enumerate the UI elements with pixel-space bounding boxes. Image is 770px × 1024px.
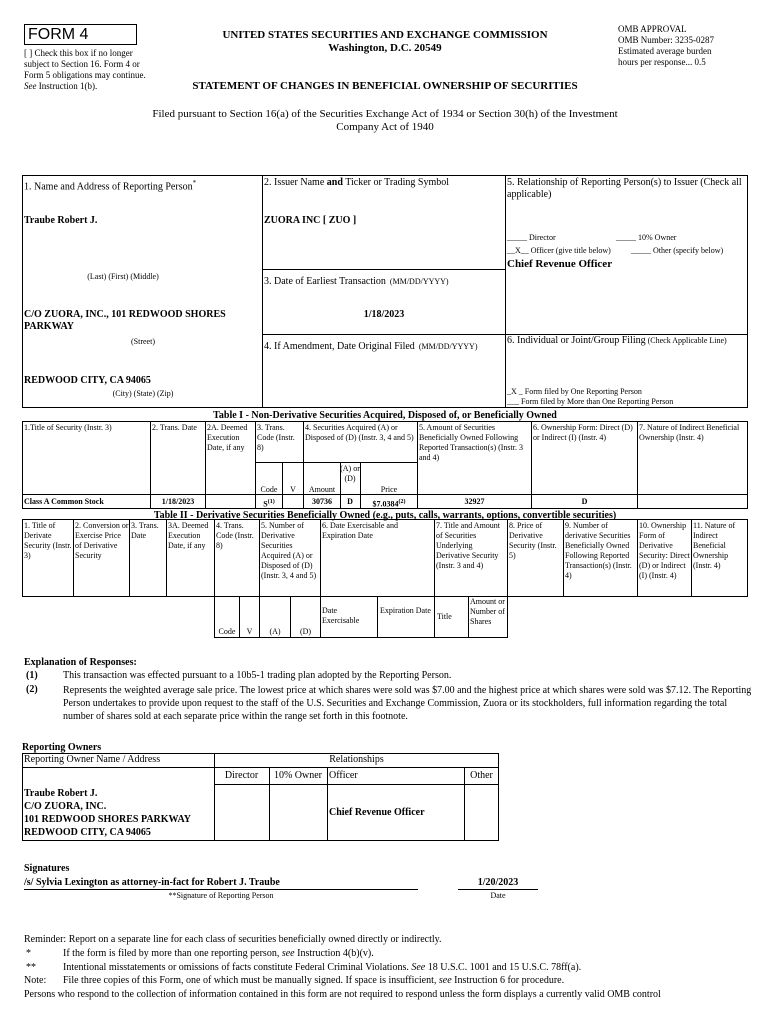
t1-row-date: 1/18/2023 — [161, 497, 195, 506]
owners-col-officer: Officer — [329, 770, 358, 781]
agency-location: Washington, D.C. 20549 — [328, 42, 442, 54]
t2-h3a: 3A. Deemed Execution Date, if any — [168, 521, 209, 550]
box3-earliest-date: 3. Date of Earliest Transaction (MM/DD/YYYY) 1/18/2023 — [262, 269, 506, 335]
footer-star1: If the form is filed by more than one reporting person, see Instruction 4(b)(v). — [63, 948, 374, 959]
box2-label: 2. Issuer Name — [264, 177, 325, 188]
reporting-person-name: Traube Robert J. — [24, 215, 98, 226]
t2-h9: 9. Number of derivative Securities Beneficially Owned Following Reported Transaction(s) (Instr. 4) — [565, 521, 632, 580]
footer-star1-mark: * — [26, 948, 31, 959]
owners-col-10pct: 10% Owner — [273, 770, 323, 781]
t1-row-amount: 30736 — [312, 497, 332, 506]
owner-officer-title: Chief Revenue Officer — [329, 807, 425, 818]
filing-more-persons: ___ Form filed by More than One Reporting Person — [507, 397, 674, 406]
t1-h4: 4. Securities Acquired (A) or Disposed of (D) (Instr. 3, 4 and 5) — [305, 423, 414, 442]
city-state-zip: REDWOOD CITY, CA 94065 — [24, 375, 151, 386]
form-title: FORM 4 — [28, 26, 89, 43]
t2-sub-a: (A) — [269, 627, 281, 636]
box4-amendment-date: 4. If Amendment, Date Original Filed (MM/DD/YYYY) — [262, 334, 506, 408]
t2-sub-amount: Amount or Number of Shares — [470, 597, 505, 626]
earliest-transaction-date: 1/18/2023 — [363, 309, 405, 320]
owners-heading: Reporting Owners — [22, 742, 102, 753]
t1-row-form: D — [581, 497, 588, 506]
t1-sub-amount: Amount — [308, 485, 336, 494]
rel-director: _____ Director — [507, 233, 556, 242]
t1-h2a: 2A. Deemed Execution Date, if any — [207, 423, 248, 452]
box5-relationship — [505, 175, 748, 335]
city-caption: (City) (State) (Zip) — [112, 389, 174, 398]
t1-h2: 2. Trans. Date — [152, 423, 197, 432]
t2-sub-date-exercisable: Date Exercisable — [322, 606, 360, 625]
t1-row-title: Class A Common Stock — [24, 497, 104, 506]
t1-row-code: $S^{(1)}$ — [263, 499, 275, 509]
explanation-heading: Explanation of Responses: — [24, 657, 137, 668]
t1-row-owned: 32927 — [464, 497, 485, 506]
footer-star2: Intentional misstatements or omissions of facts constitute Federal Criminal Violations. See 18 U.S.C. 1001 and 15 U.S.C. 78ff(a). — [63, 962, 582, 973]
signature-date: 1/20/2023 — [477, 877, 519, 888]
t2-sub-d: (D) — [299, 627, 312, 636]
t2-sub-code: Code — [218, 627, 236, 636]
t2-h10: 10. Ownership Form of Derivative Security: Direct (D) or Indirect (I) (Instr. 4) — [639, 521, 690, 580]
footer-reminder: Reminder: Report on a separate line for each class of securities beneficially owned directly or indirectly. — [24, 934, 442, 945]
t1-row-ad: D — [347, 497, 353, 506]
owner-name-address: Traube Robert J. C/O ZUORA, INC. 101 REDWOOD SHORES PARKWAY REDWOOD CITY, CA 94065 — [24, 788, 191, 838]
t1-sub-price: Price — [380, 485, 398, 494]
t1-sub-ad: (A) or (D) — [340, 464, 360, 483]
statement-title: STATEMENT OF CHANGES IN BENEFICIAL OWNERSHIP OF SECURITIES — [192, 80, 578, 92]
agency-name: UNITED STATES SECURITIES AND EXCHANGE COMMISSION — [222, 29, 548, 41]
omb-approval: OMB APPROVAL OMB Number: 3235-0287 Estimated average burden hours per response... 0.5 — [618, 24, 714, 67]
officer-title: Chief Revenue Officer — [507, 258, 613, 270]
signer: /s/ Sylvia Lexington as attorney-in-fact for Robert J. Traube — [24, 877, 280, 888]
footer-persons: Persons who respond to the collection of information contained in this form are not required to respond unless the form displays a currently valid OMB control — [24, 989, 661, 1000]
filed-pursuant: Filed pursuant to Section 16(a) of the Securities Exchange Act of 1934 or Section 30(h) of the Investment Company Act of 1940 — [152, 108, 618, 133]
t1-sub-v: V — [290, 485, 296, 494]
t1-sub-code: Code — [260, 485, 278, 494]
t2-h6: 6. Date Exercisable and Expiration Date — [322, 521, 398, 540]
signatures-heading: Signatures — [24, 863, 70, 874]
t1-row-price: $7.0384$^{(2)}$ — [372, 499, 406, 509]
box4-label: 4. If Amendment, Date Original Filed — [264, 341, 415, 352]
t2-sub-expiration: Expiration Date — [380, 606, 431, 615]
box5-label: 5. Relationship of Reporting Person(s) to Issuer (Check all applicable) — [507, 177, 742, 200]
box3-label: 3. Date of Earliest Transaction — [264, 276, 386, 287]
signer-caption: **Signature of Reporting Person — [168, 891, 274, 900]
table1-title: Table I - Non-Derivative Securities Acquired, Disposed of, or Beneficially Owned — [213, 410, 557, 421]
rel-10pct-owner: _____ 10% Owner — [616, 233, 677, 242]
table2-title: Table II - Derivative Securities Beneficially Owned (e.g., puts, calls, warrants, options, convertible securities) — [153, 510, 617, 521]
footnote-2-text: Represents the weighted average sale price. The lowest price at which shares were sold was $7.00 and the highest price at which shares were sold was $7.12. The Reporting Person undertakes to provide upon request to the staff of the U.S. Securities and Exchange Commission, Zuora or its stockholders, full information regarding the total number of shares sold at each separate price within the range set forth in this footnote. — [63, 685, 752, 722]
t2-h2: 2. Conversion or Exercise Price of Derivative Security — [75, 521, 129, 560]
t2-sub-v: V — [246, 627, 253, 636]
owners-col-other: Other — [470, 770, 493, 781]
t1-h6: 6. Ownership Form: Direct (D) or Indirect (I) (Instr. 4) — [533, 423, 633, 442]
box1-label: 1. Name and Address of Reporting Person — [24, 181, 193, 193]
t1-h1: 1.Title of Security (Instr. 3) — [24, 423, 112, 432]
box1-name-address: 1. Name and Address of Reporting Person* Traube Robert J. (Last) (First) (Middle) C/O ZUORA, INC., 101 REDWOOD SHORES PARKWAY (Street) REDWOOD CITY, CA 94065 (City) (State) (Zip) — [22, 175, 263, 408]
owners-col-director: Director — [224, 770, 259, 781]
t2-h5: 5. Number of Derivative Securities Acquired (A) or Disposed of (D) (Instr. 3, 4 and 5) — [261, 521, 317, 580]
box6-label: 6. Individual or Joint/Group Filing — [507, 335, 646, 346]
rel-other: _____ Other (specify below) — [631, 246, 724, 255]
rel-officer: __X__ Officer (give title below) — [507, 246, 611, 255]
t2-h3: 3. Trans. Date — [131, 521, 159, 540]
box6-filing: 6. Individual or Joint/Group Filing (Check Applicable Line) _X _ Form filed by One Reporting Person ___ Form filed by More than One Reporting Person — [505, 334, 748, 408]
t2-h1: 1. Title of Derivate Security (Instr. 3) — [24, 521, 72, 560]
footnote-2-num: (2) — [26, 684, 38, 695]
form-title-box — [24, 24, 137, 45]
footer-star2-mark: ** — [26, 962, 36, 973]
street-caption: (Street) — [131, 337, 155, 346]
t2-h8: 8. Price of Derivative Security (Instr. 5) — [509, 521, 557, 560]
t2-h11: 11. Nature of Indirect Beneficial Ownership (Instr. 4) — [693, 521, 736, 570]
t2-sub-title: Title — [437, 612, 452, 621]
t1-h5: 5. Amount of Securities Beneficially Owned Following Reported Transaction(s) (Instr. 3 and 4) — [419, 423, 523, 462]
footnote-1-text: This transaction was effected pursuant to a 10b5-1 trading plan adopted by the Reporting Person. — [63, 670, 452, 681]
name-caption: (Last) (First) (Middle) — [87, 272, 159, 281]
owners-col-relationships: Relationships — [329, 754, 384, 765]
footer-note-mark: Note: — [24, 975, 47, 986]
footnote-1-num: (1) — [26, 670, 38, 681]
signature-date-caption: Date — [490, 891, 506, 900]
t2-h7: 7. Title and Amount of Securities Underlying Derivative Security (Instr. 3 and 4) — [436, 521, 501, 570]
box2-issuer: 2. Issuer Name and Ticker or Trading Symbol ZUORA INC [ ZUO ] — [262, 175, 506, 270]
issuer-name: ZUORA INC [ ZUO ] — [264, 215, 357, 226]
owners-col-name: Reporting Owner Name / Address — [24, 754, 161, 765]
check-box-note: [ ] Check this box if no longer subject to Section 16. Form 4 or Form 5 obligations may continue. See Instruction 1(b). — [24, 48, 146, 91]
t1-h7: 7. Nature of Indirect Beneficial Ownership (Instr. 4) — [639, 423, 740, 442]
filing-one-person: _X _ Form filed by One Reporting Person — [507, 387, 642, 396]
t2-h4: 4. Trans. Code (Instr. 8) — [216, 521, 254, 550]
footer-note: File three copies of this Form, one of which must be manually signed. If space is insufficient, see Instruction 6 for procedure. — [63, 975, 565, 986]
t1-h3: 3. Trans. Code (Instr. 8) — [257, 423, 295, 452]
street-address: C/O ZUORA, INC., 101 REDWOOD SHORES PARKWAY — [24, 309, 226, 332]
